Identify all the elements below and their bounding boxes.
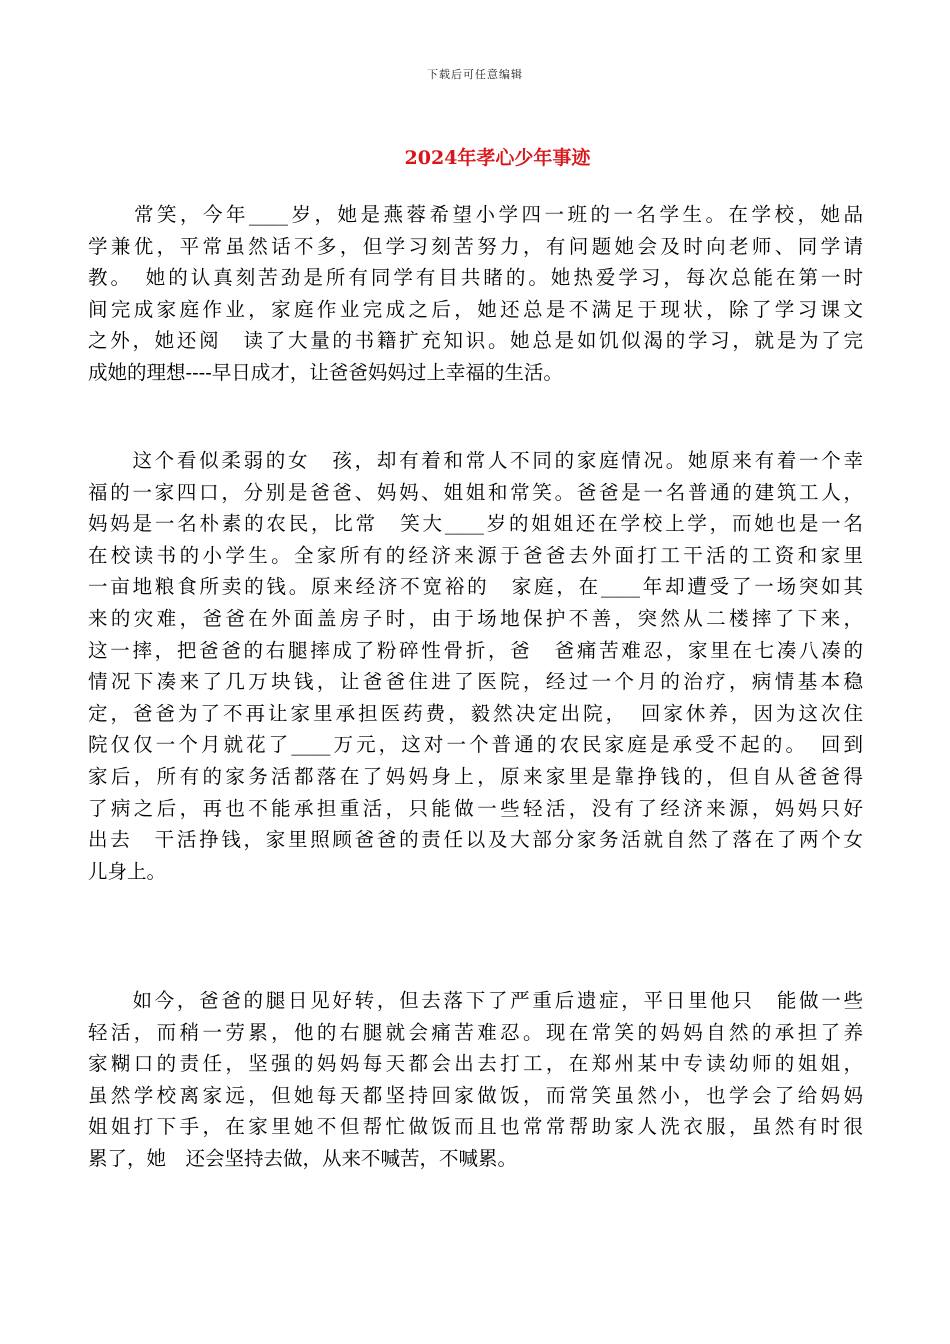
paragraph-3 <box>88 985 863 1175</box>
paragraph-line: 家糊口的责任，坚强的妈妈每天都会出去打工，在郑州某中专读幼师的姐姐， <box>88 1052 863 1076</box>
paragraph-line: 来的灾难，爸爸在外面盖房子时，由于场地保护不善，突然从二楼摔了下来， <box>88 606 863 630</box>
paragraph-line: 成她的理想----早日成才，让爸爸妈妈过上幸福的生活。 <box>88 360 563 384</box>
paragraph-line: 出去 干活挣钱，家里照顾爸爸的责任以及大部分家务活就自然了落在了两个女 <box>88 828 863 852</box>
paragraph-line: 了病之后，再也不能承担重活，只能做一些轻活，没有了经济来源，妈妈只好 <box>88 796 863 820</box>
paragraph-line: 家后，所有的家务活都落在了妈妈身上，原来家里是靠挣钱的，但自从爸爸得 <box>88 764 863 788</box>
document-title: 2024年孝心少年事迹 <box>404 147 591 169</box>
paragraph-line: 间完成家庭作业，家庭作业完成之后，她还总是不满足于现状，除了学习课文 <box>88 297 863 321</box>
paragraph-line: 学兼优，平常虽然话不多，但学习刻苦努力，有问题她会及时向老师、同学请 <box>88 234 863 258</box>
paragraph-1 <box>88 199 863 389</box>
paragraph-line: 这个看似柔弱的女 孩，却有着和常人不同的家庭情况。她原来有着一个幸 <box>88 449 863 472</box>
paragraph-line: 福的一家四口，分别是爸爸、妈妈、姐姐和常笑。爸爸是一名普通的建筑工人， <box>88 480 863 504</box>
paragraph-line: 常笑，今年____岁，她是燕蓉希望小学四一班的一名学生。在学校，她品 <box>88 203 863 226</box>
paragraph-line: 院仅仅一个月就花了____万元，这对一个普通的农民家庭是承受不起的。 回到 <box>88 733 863 757</box>
paragraph-line: 虽然学校离家远，但她每天都坚持回家做饭，而常笑虽然小，也学会了给妈妈 <box>88 1083 863 1107</box>
paragraph-line: 在校读书的小学生。全家所有的经济来源于爸爸去外面打工干活的工资和家里 <box>88 543 863 567</box>
paragraph-line: 妈妈是一名朴素的农民，比常 笑大____岁的姐姐还在学校上学，而她也是一名 <box>88 512 863 536</box>
paragraph-line: 这一摔，把爸爸的右腿摔成了粉碎性骨折，爸 爸痛苦难忍，家里在七凑八凑的 <box>88 638 863 662</box>
paragraph-line: 情况下凑来了几万块钱，让爸爸住进了医院，经过一个月的治疗，病情基本稳 <box>88 670 863 694</box>
paragraph-line: 一亩地粮食所卖的钱。原来经济不宽裕的 家庭，在____年却遭受了一场突如其 <box>88 575 863 599</box>
paragraph-line: 教。 她的认真刻苦劲是所有同学有目共睹的。她热爱学习，每次总能在第一时 <box>88 266 863 290</box>
paragraph-line: 定，爸爸为了不再让家里承担医药费，毅然决定出院， 回家休养，因为这次住 <box>88 701 863 725</box>
paragraph-2 <box>88 445 863 887</box>
header-note: 下载后可任意编辑 <box>427 68 523 81</box>
paragraph-line: 如今，爸爸的腿日见好转，但去落下了严重后遗症，平日里他只 能做一些 <box>88 989 863 1012</box>
paragraph-line: 累了，她 还会坚持去做，从来不喊苦，不喊累。 <box>88 1146 518 1170</box>
paragraph-line: 之外，她还阅 读了大量的书籍扩充知识。她总是如饥似渴的学习，就是为了完 <box>88 329 863 353</box>
paragraph-line: 姐姐打下手，在家里她不但帮忙做饭而且也常常帮助家人洗衣服，虽然有时很 <box>88 1115 863 1139</box>
paragraph-line: 儿身上。 <box>88 859 167 883</box>
paragraph-line: 轻活，而稍一劳累，他的右腿就会痛苦难忍。现在常笑的妈妈自然的承担了养 <box>88 1020 863 1044</box>
